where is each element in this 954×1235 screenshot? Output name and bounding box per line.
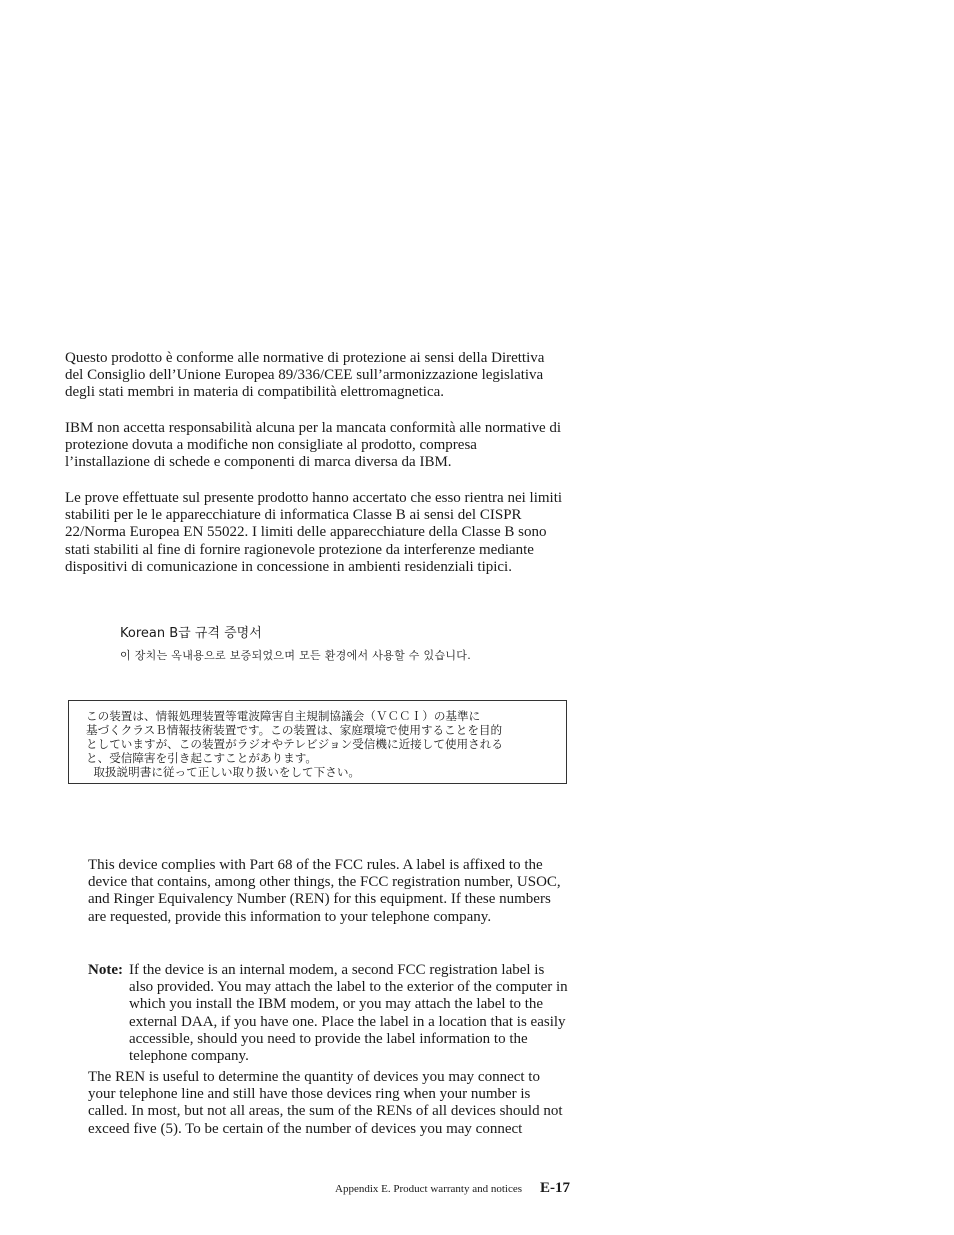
italian-paragraph-1: Questo prodotto è conforme alle normative di protezione ai sensi della Direttiva del Consiglio dell’Unione Europea 89/336/CEE sull’armonizzazione legislativa degli stati membri in materia di compatibilità elettromagnetica.: [65, 350, 545, 401]
fcc-paragraph-1: This device complies with Part 68 of the FCC rules. A label is affixed to the device that contains, among other things, the FCC registration number, USOC, and Ringer Equivalency Number (REN) for this equipment. If these numbers are requested, provide this information to your telephone company.: [88, 857, 561, 925]
vcci-notice-text: この装置は、情報処理装置等電波障害自主規制協議会（ＶＣＣＩ）の基準に 基づくクラスＢ情報技術装置です。この装置は、家庭環境で使用することを目的 としていますが、この装置がラジオやテレビジョン受信機に近接して使用される と、受信障害を引き起こすことがあります。 取扱説明書に従って正しい取り扱いをして下さい。: [86, 709, 503, 779]
fcc-note: [88, 962, 570, 1065]
note-text: If the device is an internal modem, a second FCC registration label is also provided. You may attach the label to the exterior of the computer in which you install the IBM modem, or you may attach the label to the external DAA, if you have one. Place the label in a location that is easily accessible, should you need to provide the label information to the telephone company.: [129, 962, 568, 1065]
fcc-paragraph-3: The REN is useful to determine the quantity of devices you may connect to your telephone line and still have those devices ring when your number is called. In most, but not all areas, the sum of the RENs of all devices should not exceed five (5). To be certain of the number of devices you may connect: [88, 1069, 563, 1137]
korean-notice-title: Korean B급 규격 증명서: [120, 626, 262, 641]
korean-notice-text: 이 장치는 옥내용으로 보증되었으며 모든 환경에서 사용할 수 있습니다.: [120, 649, 472, 662]
note-label: Note:: [88, 962, 123, 978]
italian-paragraph-2: IBM non accetta responsabilità alcuna per la mancata conformità alle normative di protezione dovuta a modifiche non consigliate al prodotto, compresa l’installazione di schede e componenti di marca diversa da IBM.: [65, 420, 562, 471]
korean-notice: [120, 625, 471, 664]
footer-section-title: Appendix E. Product warranty and notices: [335, 1183, 522, 1195]
page-number: E-17: [540, 1180, 570, 1196]
italian-paragraph-3: Le prove effettuate sul presente prodotto hanno accertato che esso rientra nei limiti stabiliti per le le apparecchiature di informatica Classe B ai sensi del CISPR 22/Norma Europea EN 55022. I limiti delle apparecchiature della Classe B sono stati stabiliti al fine di fornire ragionevole protezione da interferenze mediante dispositivi di comunicazione in concessione in ambienti residenziali tipici.: [65, 490, 563, 575]
vcci-notice-box: [68, 700, 567, 784]
page-footer: [310, 1180, 570, 1197]
